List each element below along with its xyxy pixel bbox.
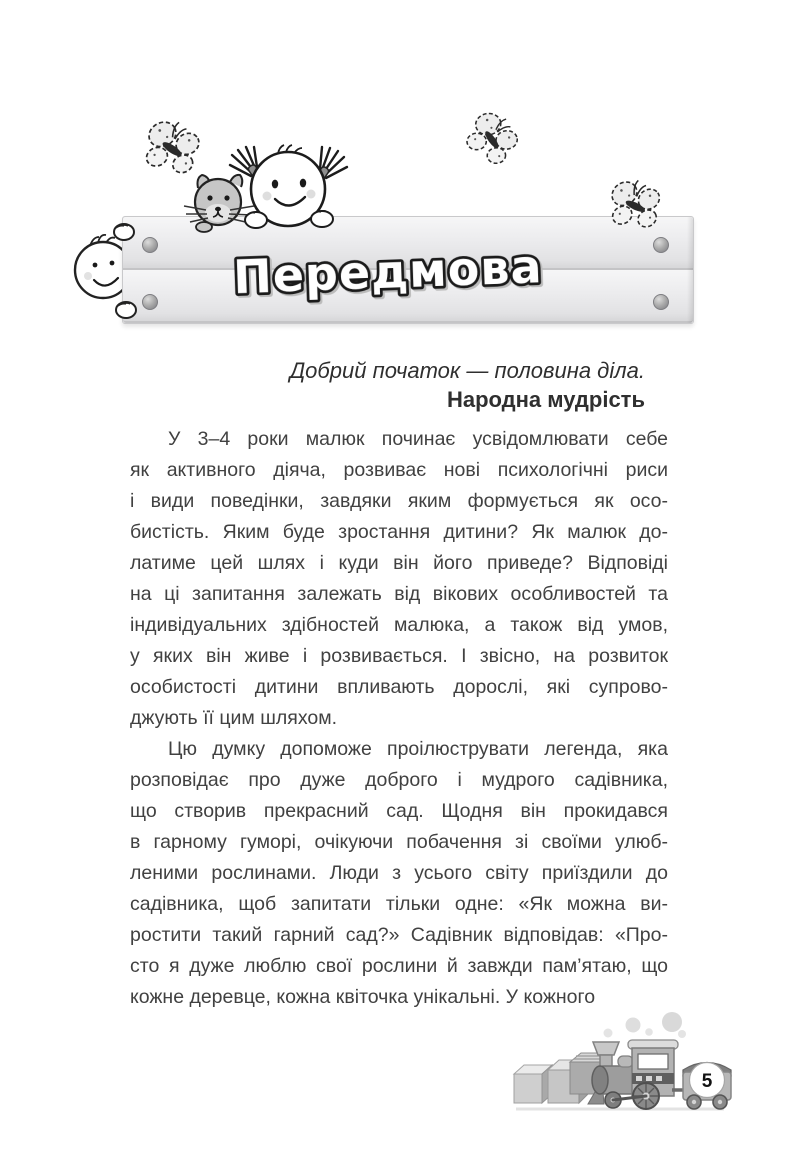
text-line: джують її цим шляхом. (130, 707, 338, 729)
rivet-icon (142, 294, 158, 310)
locomotive-icon (588, 1040, 686, 1109)
train-icon (486, 1010, 740, 1120)
text-line: на ці запитання залежать від вікових особливостей та (130, 583, 668, 605)
text-line: сто я дуже люблю свої рослини й завжди пам’ятаю, що (130, 955, 668, 977)
page-number: 5 (701, 1071, 713, 1092)
text-line: бистість. Яким буде зростання дитини? Як малюк до- (130, 521, 668, 543)
text-line: у яких він живе і розвивається. І звісно, на розвиток (130, 645, 668, 667)
rivet-icon (653, 237, 669, 253)
text-line: садівника, щоб запитати тільки одне: «Як можна ви- (130, 893, 668, 915)
text-line: ростити такий гарний сад?» Садівник відповідав: «Про- (130, 924, 668, 946)
rivet-icon (142, 237, 158, 253)
text-line: леними рослинами. Люди з усього світу приїздили до (130, 862, 668, 884)
body-text (130, 424, 668, 1013)
text-line: розповідає про дуже доброго і мудрого садівника, (130, 769, 668, 791)
text-line: особистості дитини впливають дорослі, які супрово- (130, 676, 668, 698)
epigraph-quote: Добрий початок — половина діла. (289, 358, 645, 383)
text-line: У 3–4 роки малюк починає усвідомлювати себе (168, 428, 668, 450)
girl-peeking-icon (226, 143, 352, 231)
text-line: в гарному гуморі, очікуючи побачення зі своїми улюб- (130, 831, 668, 853)
text-line: як активного діяча, розвиває нові психологічні риси (130, 459, 668, 481)
chapter-title: Передмова (232, 239, 544, 305)
text-line: індивідуальних здібностей малюка, а також від умов, (130, 614, 668, 636)
text-line: кожне деревце, кожна квіточка унікальні. У кожного (130, 986, 596, 1008)
text-line: і види поведінки, завдяки яким формується як осо- (130, 490, 668, 512)
text-line: що створив прекрасний сад. Щодня він прокидався (130, 800, 668, 822)
epigraph (130, 356, 645, 414)
epigraph-attribution: Народна мудрість (446, 387, 645, 412)
butterfly-icon (458, 103, 528, 176)
text-line: Цю думку допоможе проілюструвати легенда, яка (168, 738, 668, 760)
wagon-icon (683, 1063, 731, 1110)
text-line: латиме цей шлях і куди він його приведе? Відповіді (130, 552, 668, 574)
baby-hands-icon (110, 220, 144, 324)
smoke-icon (604, 1012, 687, 1038)
rivet-icon (653, 294, 669, 310)
